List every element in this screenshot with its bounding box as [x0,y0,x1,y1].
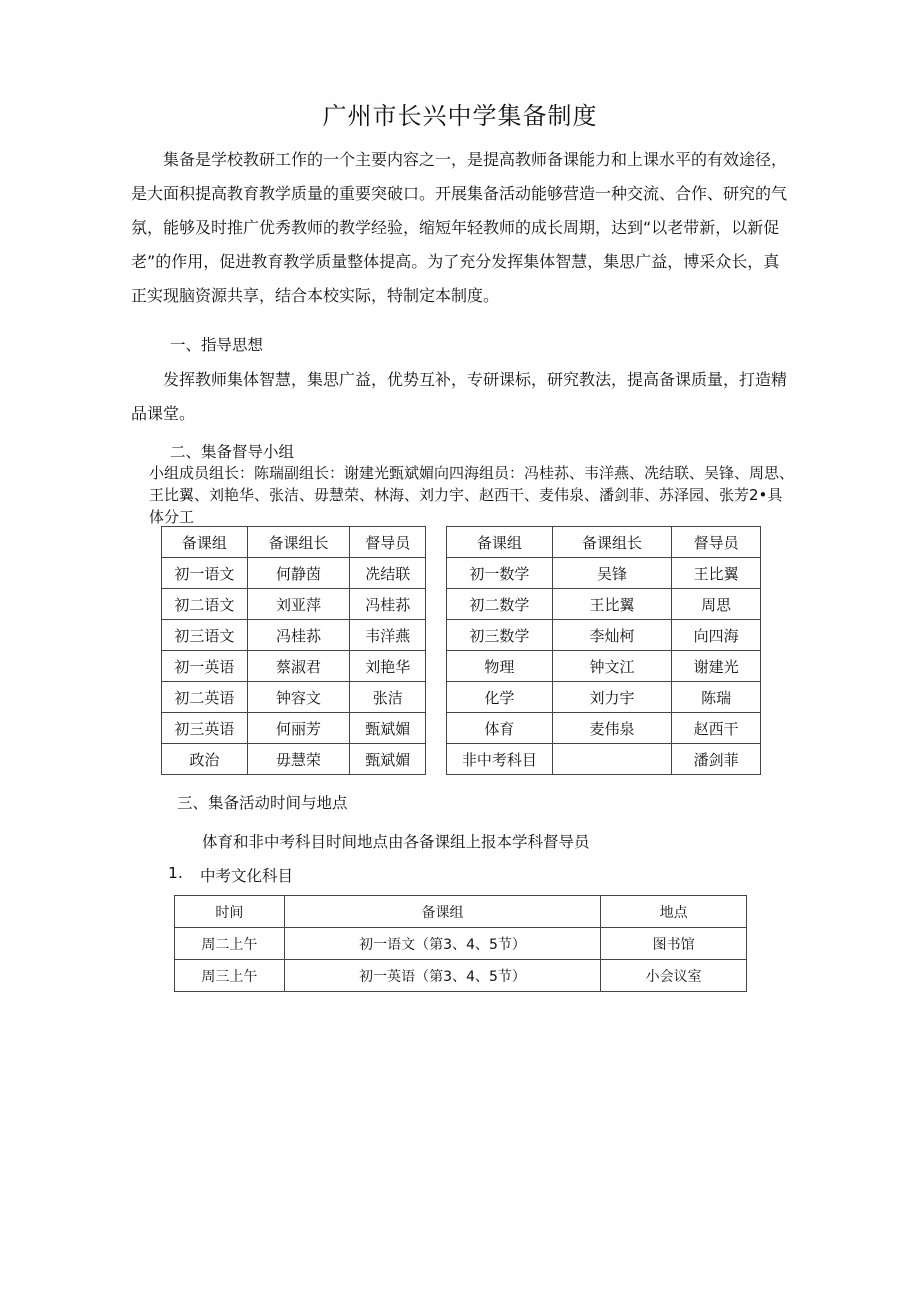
schedule-table [174,895,747,992]
table-cell: 初一英语 [162,651,248,682]
table-cell: 赵西干 [672,713,761,744]
table-row [162,713,761,744]
schedule-header-cell: 备课组 [284,896,600,928]
section1-paragraph [131,363,791,431]
table-cell [552,744,672,775]
table-cell: 冯桂荪 [247,620,350,651]
table-cell: 甄斌媚 [350,744,426,775]
schedule-header-row [175,896,747,928]
table-cell: 王比翼 [552,589,672,620]
table-cell: 冯桂荪 [350,589,426,620]
schedule-cell: 初一语文（第3、4、5节） [284,928,600,960]
table-row [162,651,761,682]
schedule-row [175,928,747,960]
table-cell: 韦洋燕 [350,620,426,651]
page-title: 广州市长兴中学集备制度 [322,102,598,130]
table-cell: 吴锋 [552,558,672,589]
table-cell: 物理 [447,651,553,682]
subsection-heading: 中考文化科目 [200,867,294,885]
table-row [162,589,761,620]
table-cell: 潘剑菲 [672,744,761,775]
table-header-row [162,527,761,558]
table-cell: 非中考科目 [447,744,553,775]
table-cell: 化学 [447,682,553,713]
table-gap [426,651,447,682]
table-cell: 甄斌媚 [350,713,426,744]
group-members: 小组成员组长：陈瑞副组长：谢建光甄斌媚向四海组员：冯桂荪、韦洋燕、冼结联、吴锋、周思、王比翼、刘艳华、张洁、毋慧荣、林海、刘力宇、赵西干、麦伟泉、潘剑菲、苏泽园、张芳2•具体分工 [149,464,795,526]
table-row [162,620,761,651]
table-cell: 体育 [447,713,553,744]
table-gap [426,558,447,589]
table-cell: 刘力宇 [552,682,672,713]
table-cell: 谢建光 [672,651,761,682]
schedule-header-cell: 地点 [601,896,747,928]
section2-heading: 二、集备督导小组 [170,443,295,461]
schedule-cell: 小会议室 [601,960,747,992]
table-row [162,682,761,713]
table-gap [426,527,447,558]
table-cell: 何丽芳 [247,713,350,744]
table-cell: 蔡淑君 [247,651,350,682]
table-cell: 何静茵 [247,558,350,589]
intro-paragraph [131,143,791,313]
table-header-cell: 备课组 [447,527,553,558]
table-cell: 刘亚萍 [247,589,350,620]
table-header-cell: 督导员 [672,527,761,558]
table-cell: 初三数学 [447,620,553,651]
table-cell: 冼结联 [350,558,426,589]
table-cell: 毋慧荣 [247,744,350,775]
table-header-cell: 备课组长 [552,527,672,558]
table-gap [426,744,447,775]
table-row [162,558,761,589]
assignment-table [161,526,761,775]
table-cell: 张洁 [350,682,426,713]
table-cell: 初三语文 [162,620,248,651]
table-cell: 李灿柯 [552,620,672,651]
table-cell: 初二数学 [447,589,553,620]
table-cell: 王比翼 [672,558,761,589]
section3-heading: 三、集备活动时间与地点 [177,794,348,812]
table-cell: 麦伟泉 [552,713,672,744]
subsection-number: 1. [168,864,183,882]
table-gap [426,682,447,713]
schedule-row [175,960,747,992]
table-cell: 初二语文 [162,589,248,620]
table-cell: 向四海 [672,620,761,651]
intro-text: 集备是学校教研工作的一个主要内容之一，是提高教师备课能力和上课水平的有效途径，是大面积提高教育教学质量的重要突破口。开展集备活动能够营造一种交流、合作、研究的气氛，能够及时推广优秀教师的教学经验，缩短年轻教师的成长周期，达到“以老带新，以新促老”的作用，促进教育教学质量整体提高。为了充分发挥集体智慧，集思广益，博采众长，真正实现脑资源共享，结合本校实际，特制定本制度。 [131,150,788,305]
table-cell: 初二英语 [162,682,248,713]
table-cell: 初一语文 [162,558,248,589]
table-header-cell: 督导员 [350,527,426,558]
schedule-header-cell: 时间 [175,896,285,928]
table-gap [426,589,447,620]
table-cell: 初三英语 [162,713,248,744]
table-cell: 刘艳华 [350,651,426,682]
table-cell: 初一数学 [447,558,553,589]
table-header-cell: 备课组 [162,527,248,558]
schedule-cell: 初一英语（第3、4、5节） [284,960,600,992]
section1-heading: 一、指导思想 [170,336,264,354]
table-cell: 周思 [672,589,761,620]
table-gap [426,713,447,744]
table-cell: 陈瑞 [672,682,761,713]
table-cell: 政治 [162,744,248,775]
schedule-cell: 图书馆 [601,928,747,960]
table-header-cell: 备课组长 [247,527,350,558]
table-row [162,744,761,775]
table-cell: 钟文江 [552,651,672,682]
table-cell: 钟容文 [247,682,350,713]
schedule-cell: 周三上午 [175,960,285,992]
table-gap [426,620,447,651]
section3-note: 体育和非中考科目时间地点由各备课组上报本学科督导员 [202,833,590,851]
schedule-cell: 周二上午 [175,928,285,960]
section1-text: 发挥教师集体智慧，集思广益，优势互补，专研课标，研究教法，提高备课质量，打造精品课堂。 [131,370,788,423]
